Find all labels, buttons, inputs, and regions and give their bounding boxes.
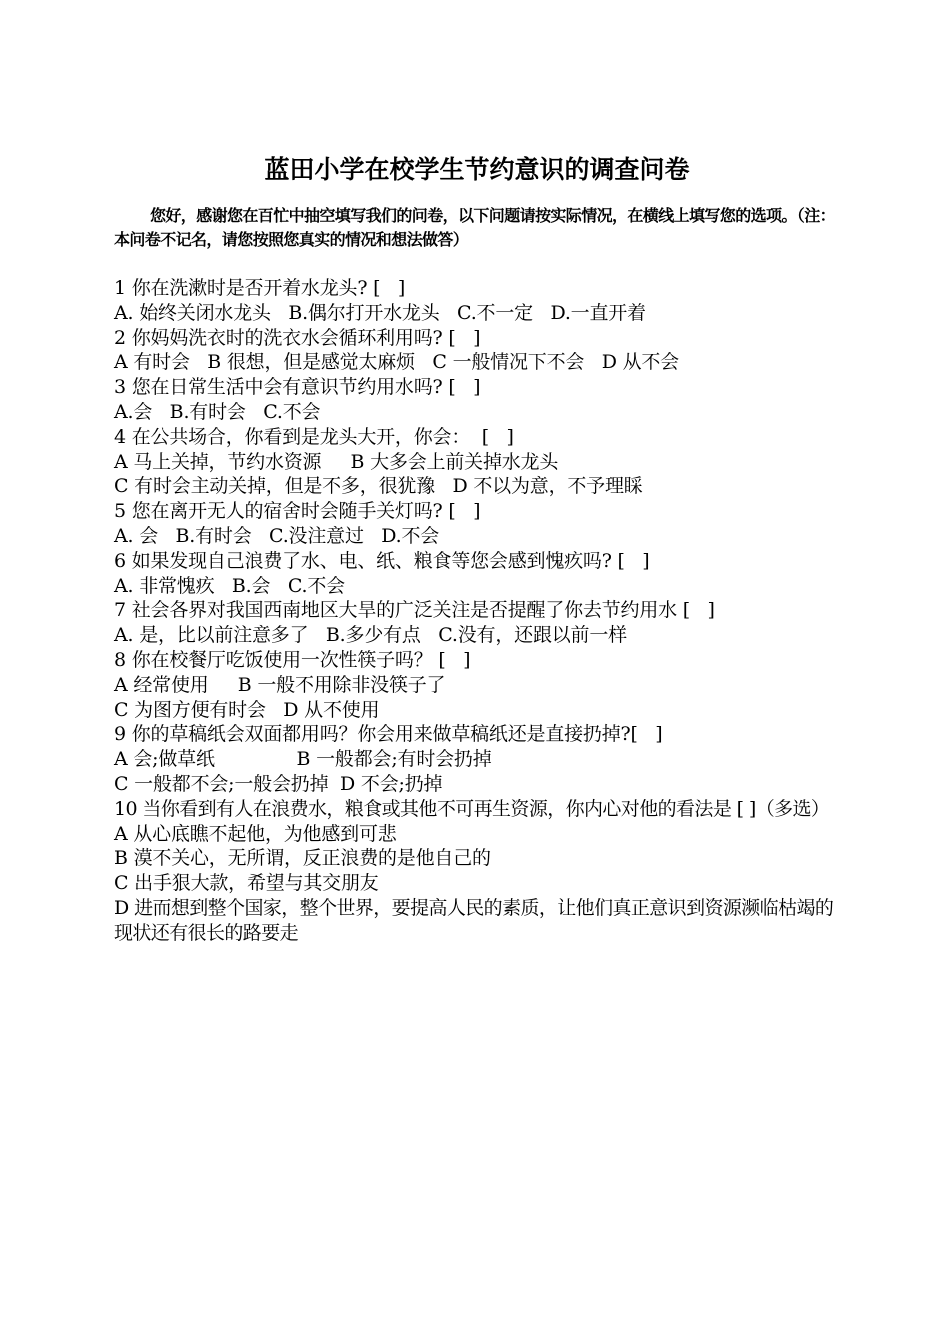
question-6: 6 如果发现自己浪费了水、电、纸、粮食等您会感到愧疚吗? [ ] (114, 549, 650, 572)
question-8-options-cd: C 为图方便有时会 D 从不使用 (114, 698, 380, 721)
question-10-option-b: B 漠不关心，无所谓，反正浪费的是他自己的 (114, 847, 491, 870)
question-5: 5 您在离开无人的宿舍时会随手关灯吗? [ ] (114, 500, 481, 523)
document-page (114, 150, 840, 946)
question-10-option-c: C 出手狠大款，希望与其交朋友 (114, 872, 379, 895)
question-4-options-ab: A 马上关掉，节约水资源 B 大多会上前关掉水龙头 (114, 450, 559, 473)
question-3-options: A.会 B.有时会 C.不会 (114, 400, 321, 423)
question-3: 3 您在日常生活中会有意识节约用水吗? [ ] (114, 376, 481, 399)
question-2-options: A 有时会 B 很想，但是感觉太麻烦 C 一般情况下不会 D 从不会 (114, 351, 679, 374)
question-4: 4 在公共场合，你看到是龙头大开，你会： [ ] (114, 425, 514, 448)
question-9-options-cd: C 一般都不会;一般会扔掉 D 不会;扔掉 (114, 772, 443, 795)
question-6-options: A. 非常愧疚 B.会 C.不会 (114, 574, 345, 597)
question-7: 7 社会各界对我国西南地区大旱的广泛关注是否提醒了你去节约用水 [ ] (114, 599, 715, 622)
question-7-options: A. 是，比以前注意多了 B.多少有点 C.没有，还跟以前一样 (114, 624, 627, 647)
question-10: 10 当你看到有人在浪费水，粮食或其他不可再生资源，你内心对他的看法是 [ ]（多选） (114, 797, 830, 820)
question-9-options-ab: A 会;做草纸 B 一般都会;有时会扔掉 (114, 748, 492, 771)
question-4-options-cd: C 有时会主动关掉，但是不多，很犹豫 D 不以为意，不予理睬 (114, 475, 643, 498)
question-2: 2 你妈妈洗衣时的洗衣水会循环利用吗? [ ] (114, 326, 481, 349)
intro-paragraph: 您好，感谢您在百忙中抽空填写我们的问卷，以下问题请按实际情况，在横线上填写您的选项。（注：本问卷不记名，请您按照您真实的情况和想法做答） (114, 206, 836, 249)
question-1-options: A. 始终关闭水龙头 B.偶尔打开水龙头 C.不一定 D.一直开着 (114, 301, 646, 324)
question-5-options: A. 会 B.有时会 C.没注意过 D.不会 (114, 524, 440, 547)
question-10-option-a: A 从心底瞧不起他，为他感到可悲 (114, 822, 397, 845)
question-10-option-d: D 进而想到整个国家，整个世界，要提高人民的素质，让他们真正意识到资源濒临枯竭的现状还有很长的路要走 (114, 896, 834, 944)
question-1: 1 你在洗漱时是否开着水龙头? [ ] (114, 277, 406, 299)
document-title: 蓝田小学在校学生节约意识的调查问卷 (264, 155, 690, 184)
question-9: 9 你的草稿纸会双面都用吗？你会用来做草稿纸还是直接扔掉?[ ] (114, 723, 663, 746)
question-8: 8 你在校餐厅吃饭使用一次性筷子吗？ [ ] (114, 648, 471, 671)
question-8-options-ab: A 经常使用 B 一般不用除非没筷子了 (114, 673, 446, 696)
questionnaire-body (114, 276, 840, 946)
